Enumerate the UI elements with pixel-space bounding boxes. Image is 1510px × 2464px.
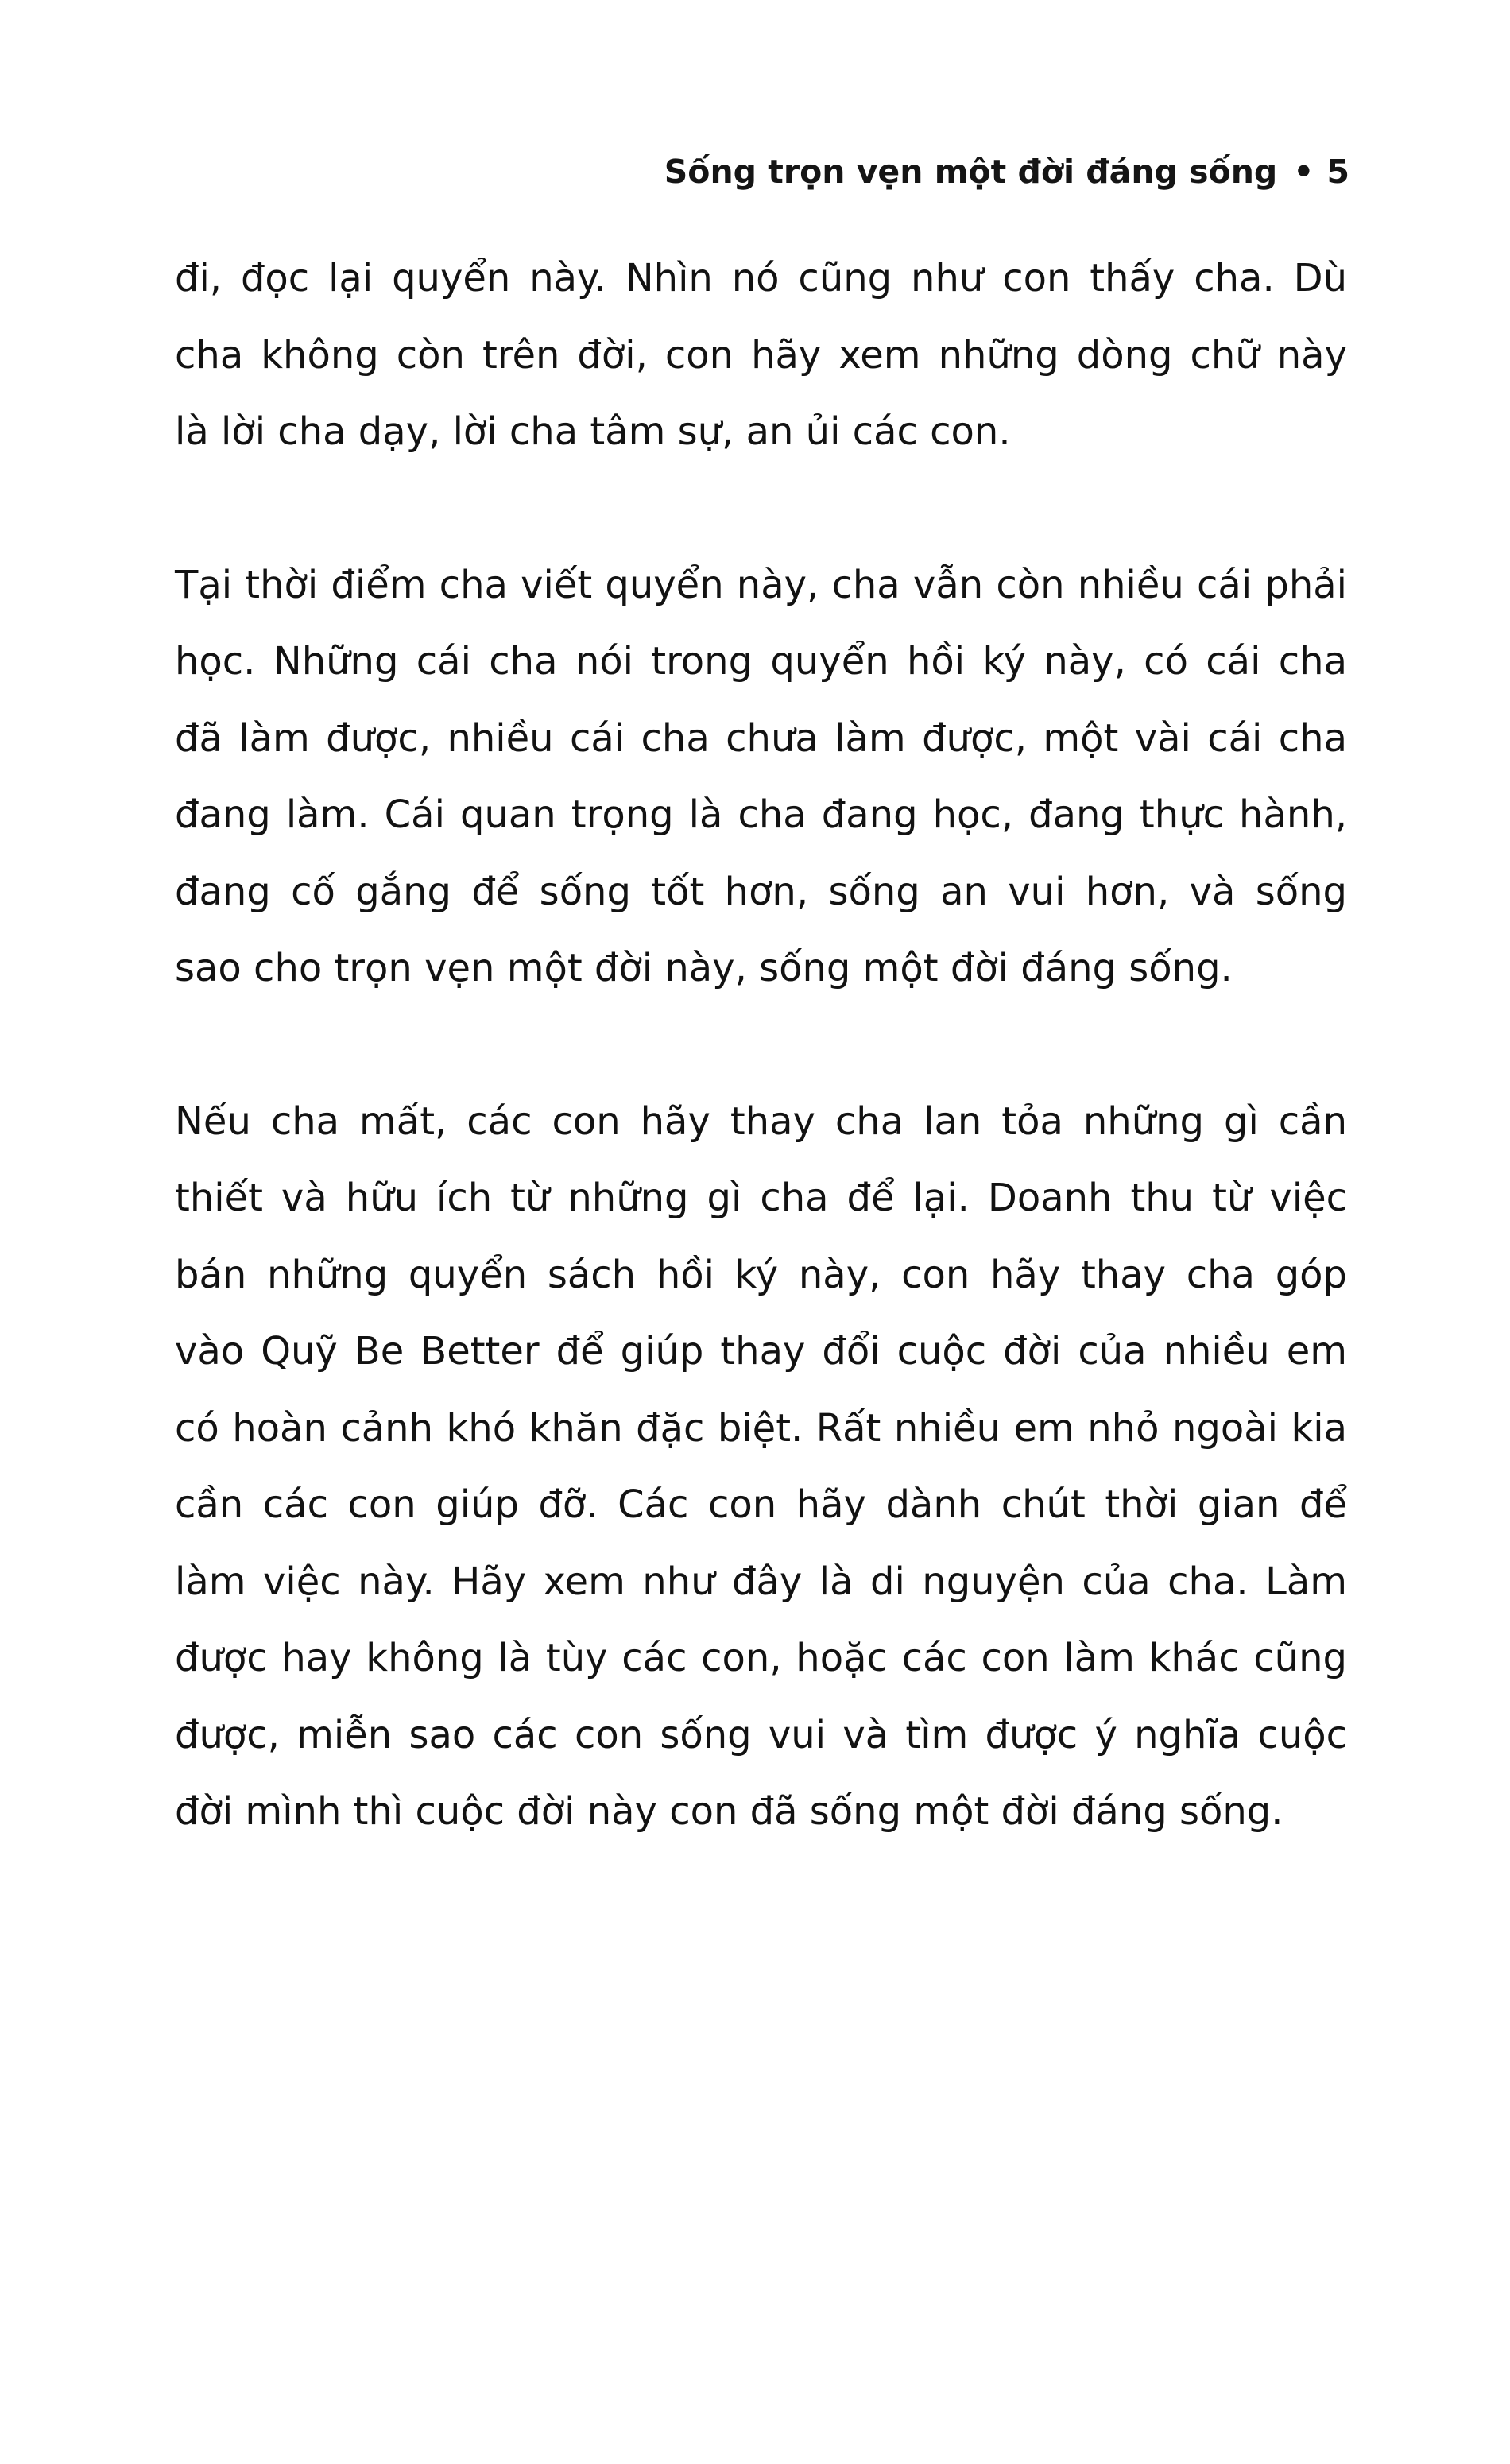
text-line: học. Những cái cha nói trong quyển hồi ký này, có cái cha	[175, 639, 1347, 684]
text-line: có hoàn cảnh khó khăn đặc biệt. Rất nhiều em nhỏ ngoài kia	[175, 1405, 1347, 1451]
text-line: đi, đọc lại quyển này. Nhìn nó cũng như con thấy cha. Dù	[175, 256, 1347, 300]
body-text	[175, 240, 1347, 1927]
text-line: được hay không là tùy các con, hoặc các con làm khác cũng	[175, 1636, 1347, 1680]
text-line: Nếu cha mất, các con hãy thay cha lan tỏa những gì cần	[175, 1098, 1347, 1144]
header-separator: •	[1293, 153, 1314, 191]
text-line: bán những quyển sách hồi ký này, con hãy thay cha góp	[175, 1252, 1347, 1297]
text-line: là lời cha dạy, lời cha tâm sự, an ủi các con.	[175, 409, 1011, 454]
text-line: cần các con giúp đỡ. Các con hãy dành chút thời gian để	[175, 1482, 1347, 1527]
paragraph-2	[175, 547, 1347, 1007]
text-line: vào Quỹ Be Better để giúp thay đổi cuộc đời của nhiều em	[175, 1329, 1347, 1373]
text-line: Tại thời điểm cha viết quyển này, cha vẫn còn nhiều cái phải	[175, 562, 1347, 607]
text-line: đã làm được, nhiều cái cha chưa làm được, một vài cái cha	[175, 715, 1347, 761]
paragraph-3	[175, 1083, 1347, 1850]
running-header	[664, 149, 1349, 194]
text-line: đời mình thì cuộc đời này con đã sống một đời đáng sống.	[175, 1789, 1284, 1834]
text-line: đang cố gắng để sống tốt hơn, sống an vui hơn, và sống	[175, 869, 1347, 914]
page-number: 5	[1326, 153, 1349, 191]
text-line: thiết và hữu ích từ những gì cha để lại. Doanh thu từ việc	[175, 1176, 1347, 1220]
text-line: được, miễn sao các con sống vui và tìm được ý nghĩa cuộc	[175, 1712, 1347, 1757]
book-title: Sống trọn vẹn một đời đáng sống	[664, 153, 1278, 191]
text-line: cha không còn trên đời, con hãy xem những dòng chữ này	[175, 332, 1347, 378]
paragraph-1	[175, 240, 1347, 471]
text-line: sao cho trọn vẹn một đời này, sống một đời đáng sống.	[175, 946, 1233, 990]
text-line: đang làm. Cái quan trọng là cha đang học, đang thực hành,	[175, 792, 1347, 837]
text-line: làm việc này. Hãy xem như đây là di nguyện của cha. Làm	[175, 1559, 1347, 1604]
